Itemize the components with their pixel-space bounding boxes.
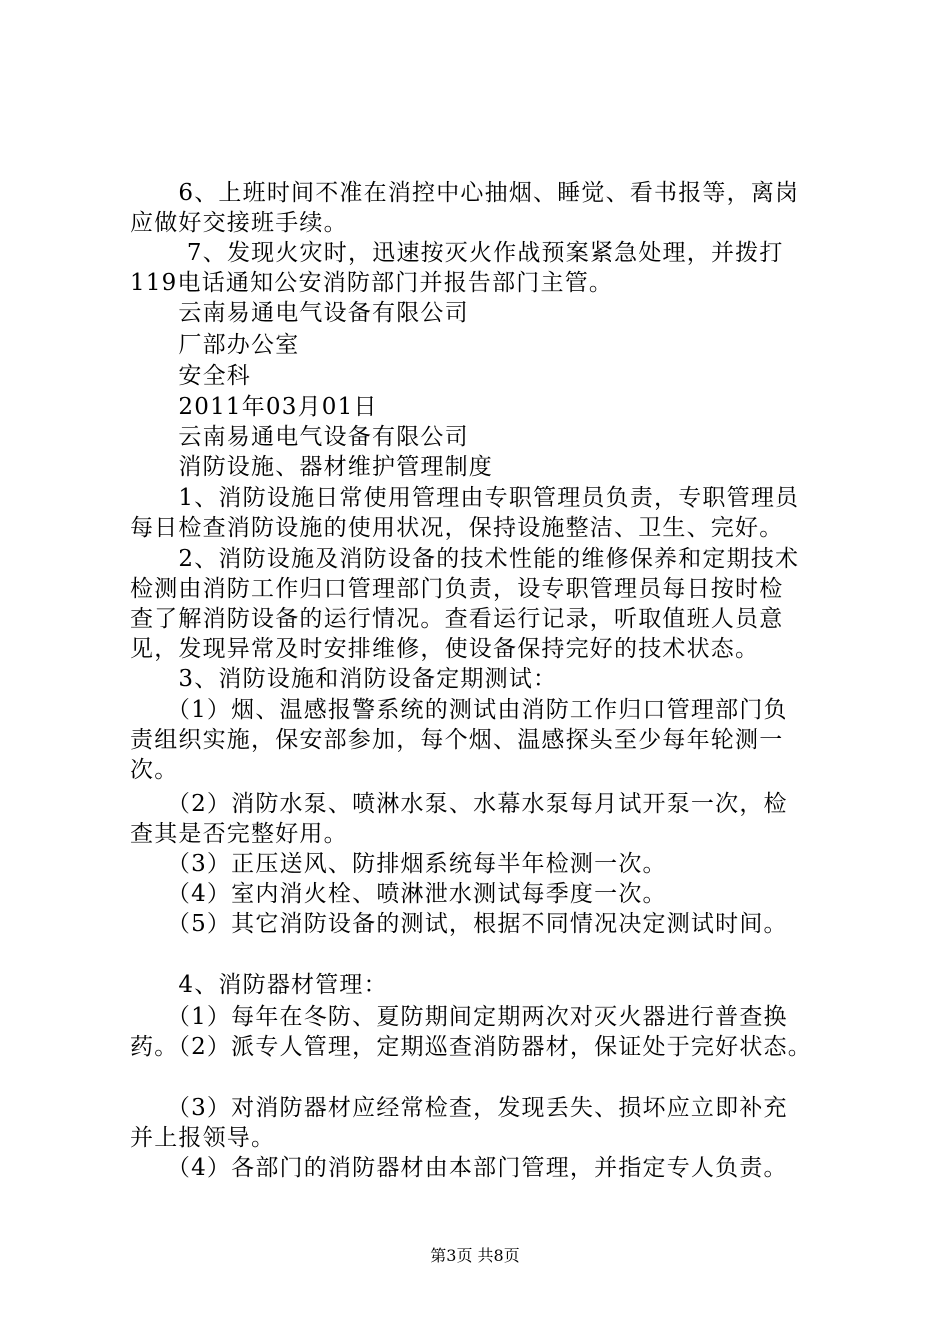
text-line: 查了解消防设备的运行情况。查看运行记录，听取值班人员意 — [130, 606, 784, 632]
text-line: 安全科 — [130, 363, 251, 389]
page-footer: 第3页 共8页 — [430, 1246, 520, 1265]
text-line: 见，发现异常及时安排维修，使设备保持完好的技术状态。 — [130, 636, 760, 662]
text-line: （3）对消防器材应经常检查，发现丢失、损坏应立即补充 — [130, 1095, 788, 1121]
text-line: 药。（2）派专人管理，定期巡查消防器材，保证处于完好状态。 — [130, 1034, 812, 1060]
text-line: 厂部办公室 — [130, 332, 300, 358]
section-title: 消防设施、器材维护管理制度 — [130, 454, 493, 480]
text-line: 每日检查消防设施的使用状况，保持设施整洁、卫生、完好。 — [130, 515, 784, 541]
text-line: 4、消防器材管理： — [130, 972, 388, 998]
text-line: 6、上班时间不准在消控中心抽烟、睡觉、看书报等，离岗 — [130, 180, 800, 206]
text-line: 并上报领导。 — [130, 1125, 276, 1151]
text-line: （5）其它消防设备的测试，根据不同情况决定测试时间。 — [130, 911, 788, 937]
text-line: 查其是否完整好用。 — [130, 821, 348, 847]
text-line: （4）各部门的消防器材由本部门管理，并指定专人负责。 — [130, 1155, 788, 1181]
text-line: 2011年03月01日 — [130, 394, 378, 420]
text-line: 责组织实施，保安部参加，每个烟、温感探头至少每年轮测一 — [130, 727, 784, 753]
text-line: 检测由消防工作归口管理部门负责，设专职管理员每日按时检 — [130, 576, 784, 602]
text-line: （2）消防水泵、喷淋水泵、水幕水泵每月试开泵一次，检 — [130, 791, 788, 817]
text-line: （1）每年在冬防、夏防期间定期两次对灭火器进行普查换 — [130, 1004, 788, 1030]
text-line: 119电话通知公安消防部门并报告部门主管。 — [130, 270, 614, 296]
text-line: （3）正压送风、防排烟系统每半年检测一次。 — [130, 851, 667, 877]
text-line: （4）室内消火栓、喷淋泄水测试每季度一次。 — [130, 881, 667, 907]
text-line: 3、消防设施和消防设备定期测试： — [130, 666, 558, 692]
text-line: 7、发现火灾时，迅速按灭火作战预案紧急处理，并拨打 — [130, 240, 784, 266]
text-line: 云南易通电气设备有限公司 — [130, 300, 469, 326]
text-line: 云南易通电气设备有限公司 — [130, 424, 469, 450]
text-line: 1、消防设施日常使用管理由专职管理员负责，专职管理员 — [130, 485, 800, 511]
text-line: 次。 — [130, 757, 179, 783]
text-line: （1）烟、温感报警系统的测试由消防工作归口管理部门负 — [130, 697, 788, 723]
text-line: 2、消防设施及消防设备的技术性能的维修保养和定期技术 — [130, 546, 800, 572]
text-line: 应做好交接班手续。 — [130, 210, 348, 236]
